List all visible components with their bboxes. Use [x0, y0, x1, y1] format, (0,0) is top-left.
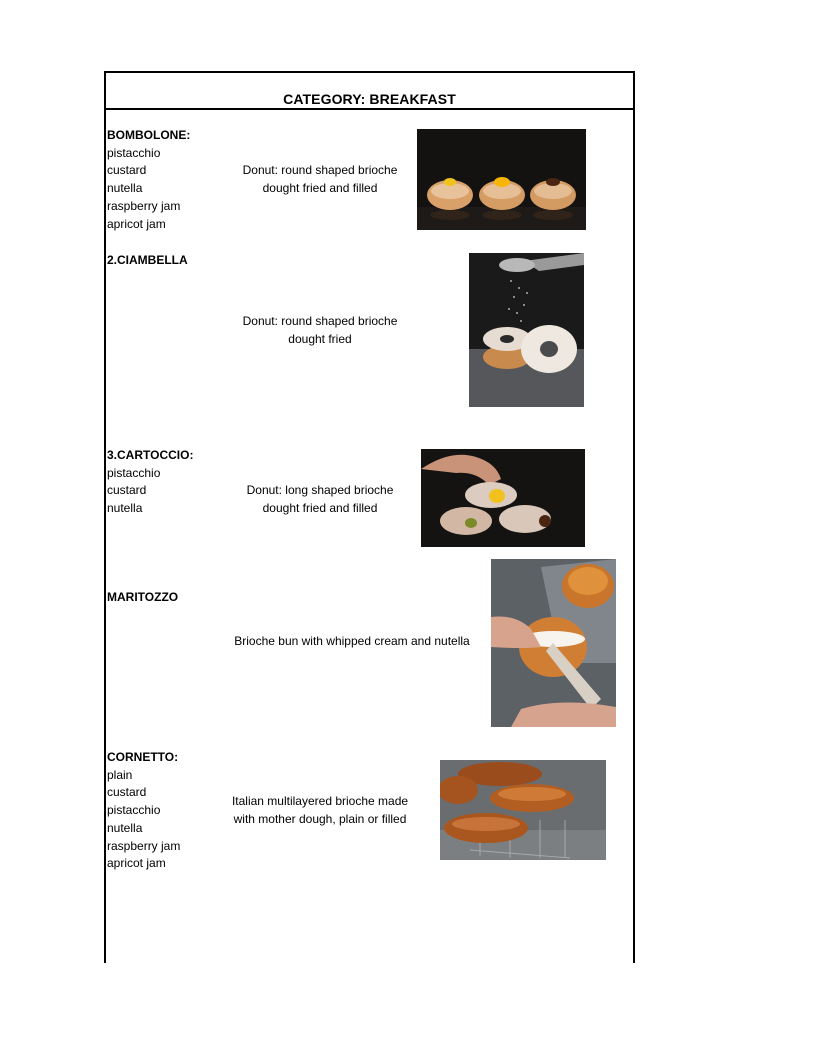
filling-item: nutella: [107, 820, 143, 835]
description-line: Donut: long shaped brioche: [246, 483, 394, 497]
maritozzo-photo: [491, 559, 616, 727]
filling-item: plain: [107, 767, 133, 782]
description-line: dought fried: [288, 331, 352, 346]
filling-item: pistacchio: [107, 465, 161, 480]
item-name: MARITOZZO: [107, 590, 179, 604]
item-name: 3.CARTOCCIO:: [107, 448, 194, 462]
page-title: CATEGORY: BREAKFAST: [106, 73, 633, 110]
filling-item: raspberry jam: [107, 198, 181, 213]
description-line: with mother dough, plain or filled: [233, 811, 407, 826]
cornetto-photo: [440, 760, 606, 860]
ciambella-photo: [469, 253, 584, 407]
item-description: [220, 162, 420, 197]
item-ciambella: [107, 252, 188, 270]
filling-item: custard: [107, 163, 147, 178]
filling-item: custard: [107, 785, 147, 800]
item-name: BOMBOLONE:: [107, 128, 191, 142]
description-line: Donut: round shaped brioche: [242, 163, 398, 177]
filling-item: pistacchio: [107, 145, 161, 160]
item-maritozzo: [107, 589, 178, 607]
filling-item: apricot jam: [107, 216, 166, 231]
item-description: [220, 313, 420, 348]
item-cornetto: [107, 749, 180, 873]
filling-item: apricot jam: [107, 856, 166, 871]
filling-item: raspberry jam: [107, 838, 181, 853]
description-line: dought fried and filled: [262, 180, 378, 195]
filling-item: nutella: [107, 181, 143, 196]
item-cartoccio: [107, 447, 193, 518]
item-name: 2.CIAMBELLA: [107, 253, 188, 267]
item-name: CORNETTO:: [107, 750, 179, 764]
filling-item: nutella: [107, 501, 143, 516]
item-description: [226, 633, 478, 651]
description-line: Brioche bun with whipped cream and nutella: [234, 634, 470, 648]
description-line: dought fried and filled: [262, 500, 378, 515]
item-description: [220, 482, 420, 517]
item-bombolone: [107, 127, 190, 233]
filling-item: pistacchio: [107, 803, 161, 818]
filling-item: custard: [107, 483, 147, 498]
cartoccio-photo: [421, 449, 585, 547]
description-line: Donut: round shaped brioche: [242, 314, 398, 328]
item-description: [214, 793, 426, 828]
bombolone-photo: [417, 129, 586, 230]
description-line: Italian multilayered brioche made: [231, 794, 409, 808]
